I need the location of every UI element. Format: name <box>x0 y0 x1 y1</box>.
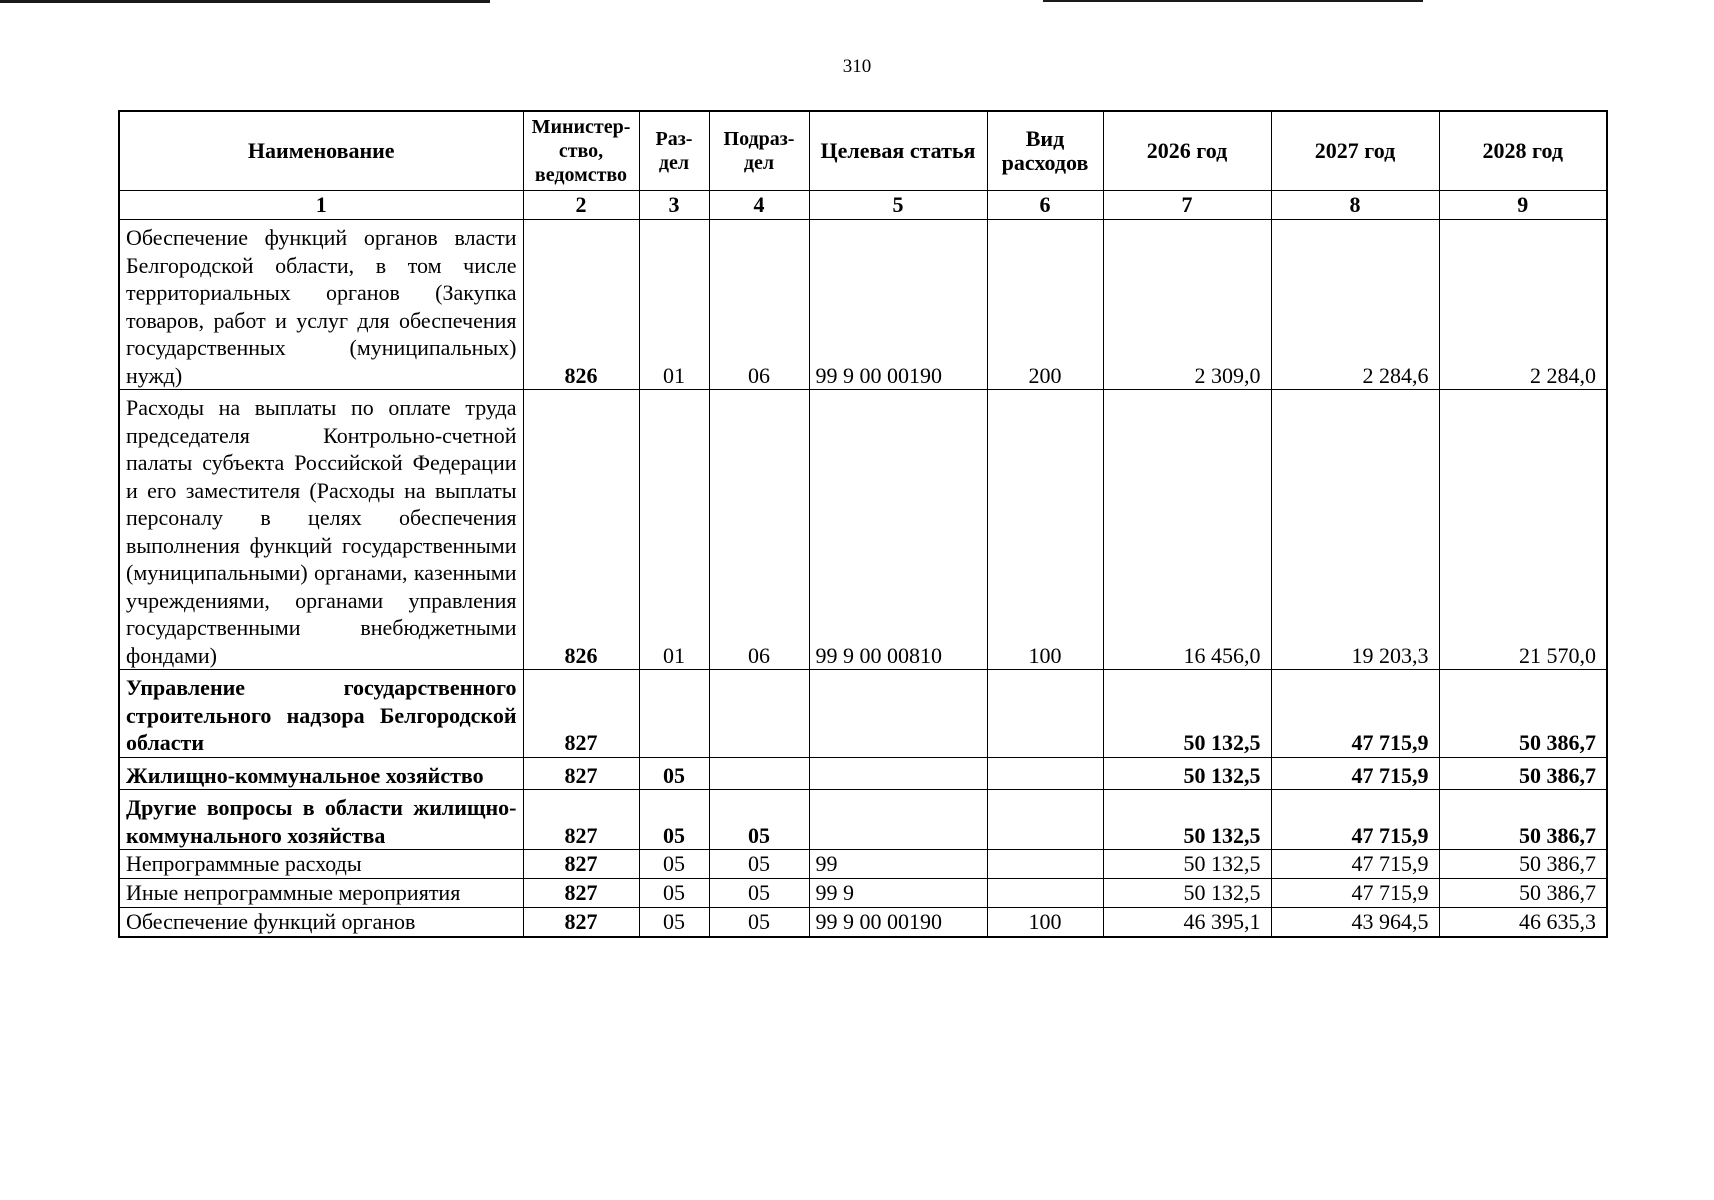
row-target: 99 9 <box>809 879 987 908</box>
row-2026: 2 309,0 <box>1103 220 1271 390</box>
row-name: Расходы на выплаты по оплате труда председателя Контрольно-счетной палаты субъекта Российской Федерации и его заместителя (Расходы на выплаты персоналу в целях обеспечения выполнения функций государственными (муниципальными) органами, казенными учреждениями, органами управления государственными внебюджетными фондами) <box>119 390 523 670</box>
row-name: Иные непрограммные мероприятия <box>119 879 523 908</box>
row-2028: 50 386,7 <box>1439 879 1607 908</box>
row-subsection: 06 <box>709 220 809 390</box>
header-subsection: Подраз-дел <box>709 111 809 191</box>
row-2027: 47 715,9 <box>1271 757 1439 790</box>
row-section: 05 <box>639 850 709 879</box>
row-2026: 46 395,1 <box>1103 908 1271 938</box>
header-row <box>119 111 1607 191</box>
row-subsection: 05 <box>709 908 809 938</box>
column-number: 9 <box>1439 191 1607 220</box>
scan-edge-right <box>1043 0 1423 2</box>
row-section: 05 <box>639 757 709 790</box>
table-row <box>119 879 1607 908</box>
row-ministry: 827 <box>523 757 639 790</box>
row-2027: 19 203,3 <box>1271 390 1439 670</box>
row-2028: 50 386,7 <box>1439 670 1607 758</box>
header-section: Раз-дел <box>639 111 709 191</box>
budget-table <box>118 110 1608 938</box>
row-section: 05 <box>639 908 709 938</box>
row-section: 05 <box>639 879 709 908</box>
row-ministry: 826 <box>523 390 639 670</box>
scan-edge-left <box>0 0 490 3</box>
row-expense-type <box>987 850 1103 879</box>
row-2026: 16 456,0 <box>1103 390 1271 670</box>
row-2026: 50 132,5 <box>1103 790 1271 850</box>
row-expense-type <box>987 879 1103 908</box>
header-2026: 2026 год <box>1103 111 1271 191</box>
row-expense-type: 100 <box>987 390 1103 670</box>
row-2027: 47 715,9 <box>1271 850 1439 879</box>
header-2027: 2027 год <box>1271 111 1439 191</box>
row-expense-type <box>987 790 1103 850</box>
table-row <box>119 850 1607 879</box>
row-section <box>639 670 709 758</box>
table-row <box>119 908 1607 938</box>
column-number: 8 <box>1271 191 1439 220</box>
row-subsection: 05 <box>709 790 809 850</box>
row-target: 99 9 00 00190 <box>809 220 987 390</box>
column-number: 7 <box>1103 191 1271 220</box>
column-number-row <box>119 191 1607 220</box>
row-section: 05 <box>639 790 709 850</box>
row-expense-type <box>987 670 1103 758</box>
header-target: Целевая статья <box>809 111 987 191</box>
header-2028: 2028 год <box>1439 111 1607 191</box>
row-target <box>809 670 987 758</box>
header-expense-type: Вид расходов <box>987 111 1103 191</box>
row-2026: 50 132,5 <box>1103 850 1271 879</box>
row-expense-type: 100 <box>987 908 1103 938</box>
row-2028: 46 635,3 <box>1439 908 1607 938</box>
row-subsection: 06 <box>709 390 809 670</box>
column-number: 1 <box>119 191 523 220</box>
row-subsection <box>709 757 809 790</box>
header-name: Наименование <box>119 111 523 191</box>
row-name: Обеспечение функций органов <box>119 908 523 938</box>
row-subsection: 05 <box>709 850 809 879</box>
row-ministry: 827 <box>523 850 639 879</box>
row-name: Другие вопросы в области жилищно-коммунального хозяйства <box>119 790 523 850</box>
table-row <box>119 390 1607 670</box>
table-row <box>119 757 1607 790</box>
row-2028: 2 284,0 <box>1439 220 1607 390</box>
table-row <box>119 790 1607 850</box>
row-2026: 50 132,5 <box>1103 757 1271 790</box>
row-target <box>809 757 987 790</box>
row-2027: 2 284,6 <box>1271 220 1439 390</box>
table-row <box>119 220 1607 390</box>
row-target: 99 <box>809 850 987 879</box>
row-2027: 47 715,9 <box>1271 670 1439 758</box>
column-number: 4 <box>709 191 809 220</box>
row-2027: 47 715,9 <box>1271 879 1439 908</box>
row-expense-type <box>987 757 1103 790</box>
row-target <box>809 790 987 850</box>
row-ministry: 827 <box>523 908 639 938</box>
row-subsection: 05 <box>709 879 809 908</box>
row-2027: 43 964,5 <box>1271 908 1439 938</box>
row-2028: 50 386,7 <box>1439 757 1607 790</box>
page-number: 310 <box>842 56 872 77</box>
row-ministry: 827 <box>523 670 639 758</box>
row-name: Управление государственного строительного надзора Белгородской области <box>119 670 523 758</box>
row-2026: 50 132,5 <box>1103 670 1271 758</box>
row-2028: 21 570,0 <box>1439 390 1607 670</box>
row-2027: 47 715,9 <box>1271 790 1439 850</box>
column-number: 5 <box>809 191 987 220</box>
row-2028: 50 386,7 <box>1439 790 1607 850</box>
row-section: 01 <box>639 220 709 390</box>
row-section: 01 <box>639 390 709 670</box>
row-ministry: 827 <box>523 879 639 908</box>
column-number: 3 <box>639 191 709 220</box>
row-ministry: 826 <box>523 220 639 390</box>
row-name: Непрограммные расходы <box>119 850 523 879</box>
row-subsection <box>709 670 809 758</box>
row-target: 99 9 00 00810 <box>809 390 987 670</box>
row-2028: 50 386,7 <box>1439 850 1607 879</box>
header-ministry: Министер-ство, ведомство <box>523 111 639 191</box>
row-target: 99 9 00 00190 <box>809 908 987 938</box>
table-row <box>119 670 1607 758</box>
column-number: 2 <box>523 191 639 220</box>
row-2026: 50 132,5 <box>1103 879 1271 908</box>
column-number: 6 <box>987 191 1103 220</box>
row-ministry: 827 <box>523 790 639 850</box>
row-expense-type: 200 <box>987 220 1103 390</box>
row-name: Жилищно-коммунальное хозяйство <box>119 757 523 790</box>
row-name: Обеспечение функций органов власти Белгородской области, в том числе территориальных органов (Закупка товаров, работ и услуг для обеспечения государственных (муниципальных) нужд) <box>119 220 523 390</box>
